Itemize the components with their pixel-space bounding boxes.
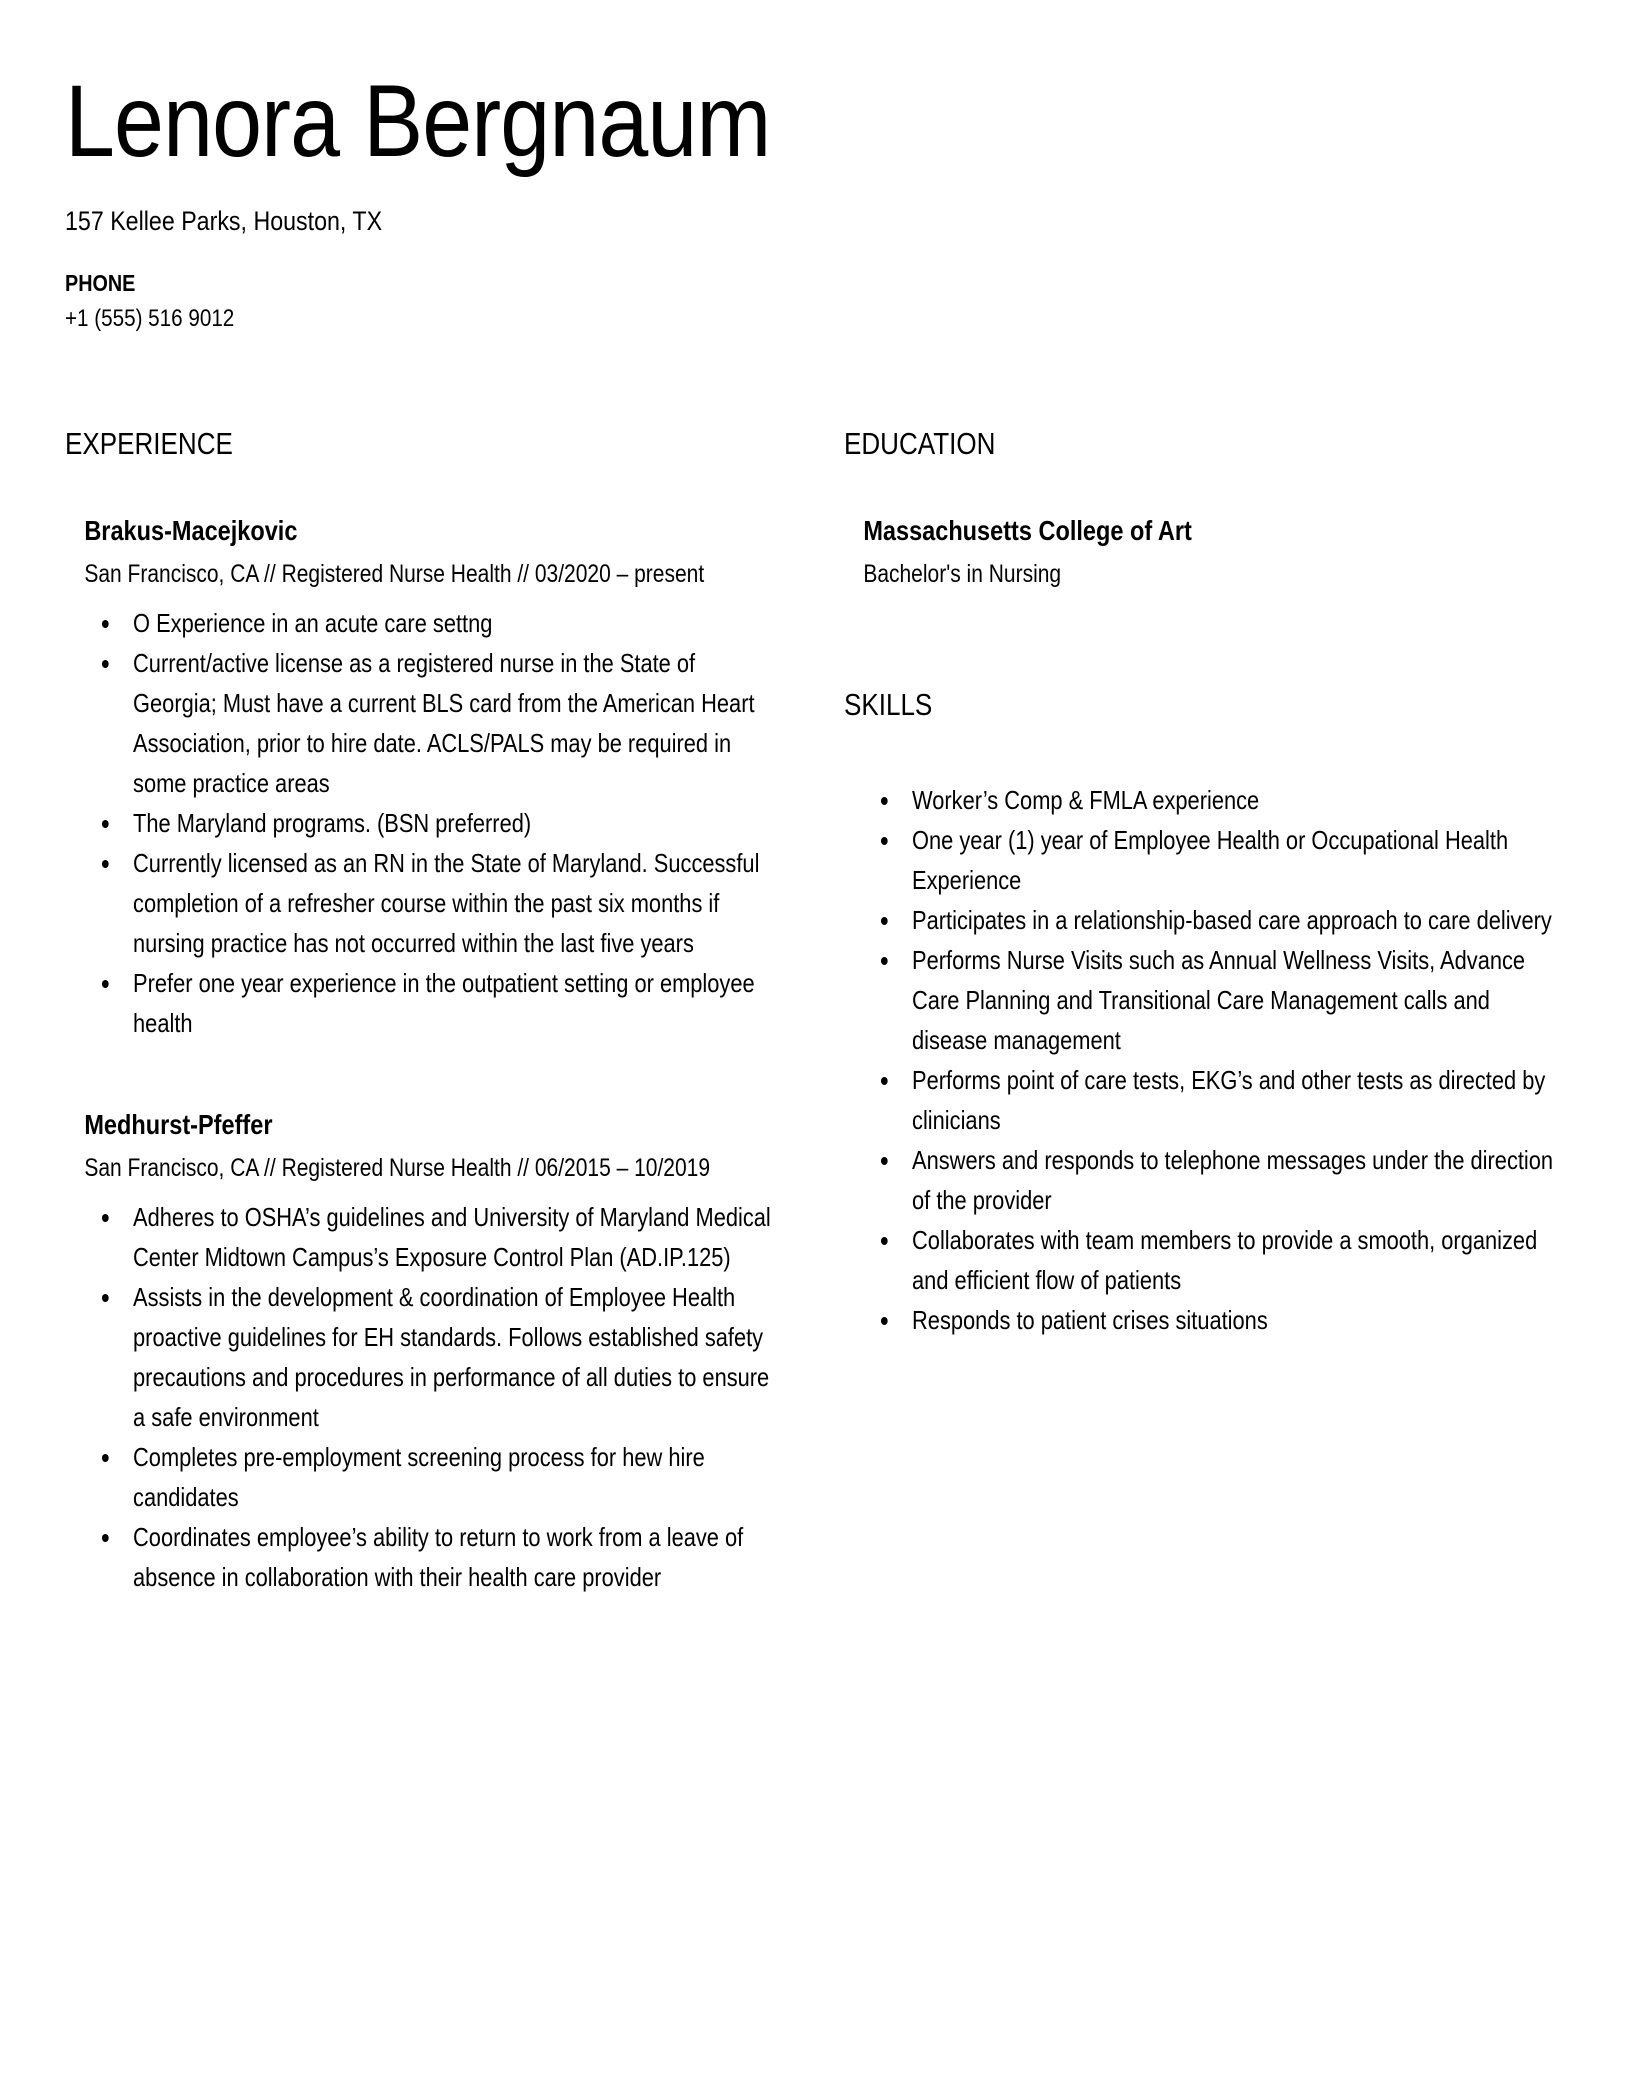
list-item xyxy=(133,643,780,803)
experience-entry xyxy=(65,1111,782,1597)
school-name: Massachusetts College of Art xyxy=(863,515,1192,546)
bullet-icon xyxy=(102,620,109,628)
responsibilities-list xyxy=(84,1197,781,1597)
bullet-icon xyxy=(881,837,888,845)
bullet-icon xyxy=(102,1214,109,1222)
list-item xyxy=(133,963,780,1043)
skill-item xyxy=(912,1140,1564,1220)
list-item xyxy=(133,1437,780,1517)
bullet-icon xyxy=(102,1454,109,1462)
skill-item xyxy=(912,1060,1564,1140)
skill-text: Responds to patient crises situations xyxy=(912,1305,1268,1335)
bullet-icon xyxy=(881,1317,888,1325)
list-item-text: Assists in the development & coordination of Employee Health proactive guidelines for EH standards. Follows established safety precautions and procedures in performance of all duties to ensure a safe environment xyxy=(133,1282,770,1432)
bullet-icon xyxy=(102,1534,109,1542)
bullet-icon xyxy=(881,917,888,925)
education-heading: EDUCATION xyxy=(844,426,996,461)
job-meta: San Francisco, CA // Registered Nurse Health // 06/2015 – 10/2019 xyxy=(84,1154,711,1182)
experience-section xyxy=(65,428,785,1597)
skill-text: Performs Nurse Visits such as Annual Wellness Visits, Advance Care Planning and Transitional Care Management calls and disease management xyxy=(912,945,1526,1055)
skills-section xyxy=(844,689,1564,1340)
degree: Bachelor's in Nursing xyxy=(863,560,1062,588)
job-meta: San Francisco, CA // Registered Nurse Health // 03/2020 – present xyxy=(84,560,705,588)
list-item xyxy=(133,603,780,643)
list-item-text: Adheres to OSHA’s guidelines and University of Maryland Medical Center Midtown Campus’s Exposure Control Plan (AD.IP.125) xyxy=(133,1202,771,1272)
list-item-text: O Experience in an acute care settng xyxy=(133,608,493,638)
bullet-icon xyxy=(102,820,109,828)
skill-text: Worker’s Comp & FMLA experience xyxy=(912,785,1260,815)
bullet-icon xyxy=(102,1294,109,1302)
phone-label: PHONE xyxy=(65,270,136,296)
bullet-icon xyxy=(102,860,109,868)
list-item-text: Coordinates employee’s ability to return to work from a leave of absence in collaboration with their health care provider xyxy=(133,1522,744,1592)
skill-item xyxy=(912,780,1564,820)
bullet-icon xyxy=(881,957,888,965)
skill-item xyxy=(912,940,1564,1060)
experience-entry xyxy=(65,517,782,1043)
address: 157 Kellee Parks, Houston, TX xyxy=(65,206,383,236)
bullet-icon xyxy=(102,980,109,988)
skill-item xyxy=(912,900,1564,940)
list-item xyxy=(133,1517,780,1597)
skills-heading: SKILLS xyxy=(844,687,933,722)
education-section xyxy=(844,428,1564,595)
skill-text: Performs point of care tests, EKG’s and other tests as directed by clinicians xyxy=(912,1065,1546,1135)
skill-text: One year (1) year of Employee Health or Occupational Health Experience xyxy=(912,825,1509,895)
skill-text: Answers and responds to telephone messages under the direction of the provider xyxy=(912,1145,1554,1215)
skill-text: Participates in a relationship-based care approach to care delivery xyxy=(912,905,1552,935)
phone-number: +1 (555) 516 9012 xyxy=(65,305,235,332)
skill-item xyxy=(912,1300,1564,1340)
list-item-text: Currently licensed as an RN in the State of Maryland. Successful completion of a refresher course within the past six months if nursing practice has not occurred within the last five years xyxy=(133,848,760,958)
list-item-text: The Maryland programs. (BSN preferred) xyxy=(133,808,532,838)
list-item xyxy=(133,843,780,963)
skill-item xyxy=(912,1220,1564,1300)
bullet-icon xyxy=(881,1157,888,1165)
skills-list xyxy=(844,780,1564,1340)
company-name: Brakus-Macejkovic xyxy=(84,515,298,546)
candidate-name: Lenora Bergnaum xyxy=(65,64,771,178)
list-item-text: Prefer one year experience in the outpatient setting or employee health xyxy=(133,968,755,1038)
list-item-text: Current/active license as a registered nurse in the State of Georgia; Must have a current BLS card from the American Heart Association, prior to hire date. ACLS/PALS may be required in some practice areas xyxy=(133,648,755,798)
list-item xyxy=(133,1277,780,1437)
education-entry xyxy=(844,517,1564,595)
bullet-icon xyxy=(881,797,888,805)
list-item xyxy=(133,803,780,843)
experience-heading: EXPERIENCE xyxy=(65,426,233,461)
responsibilities-list xyxy=(84,603,781,1043)
right-column xyxy=(844,428,1564,1340)
bullet-icon xyxy=(881,1237,888,1245)
bullet-icon xyxy=(881,1077,888,1085)
skill-text: Collaborates with team members to provide a smooth, organized and efficient flow of patients xyxy=(912,1225,1538,1295)
company-name: Medhurst-Pfeffer xyxy=(84,1109,273,1140)
list-item xyxy=(133,1197,780,1277)
skill-item xyxy=(912,820,1564,900)
list-item-text: Completes pre-employment screening process for hew hire candidates xyxy=(133,1442,705,1512)
bullet-icon xyxy=(102,660,109,668)
